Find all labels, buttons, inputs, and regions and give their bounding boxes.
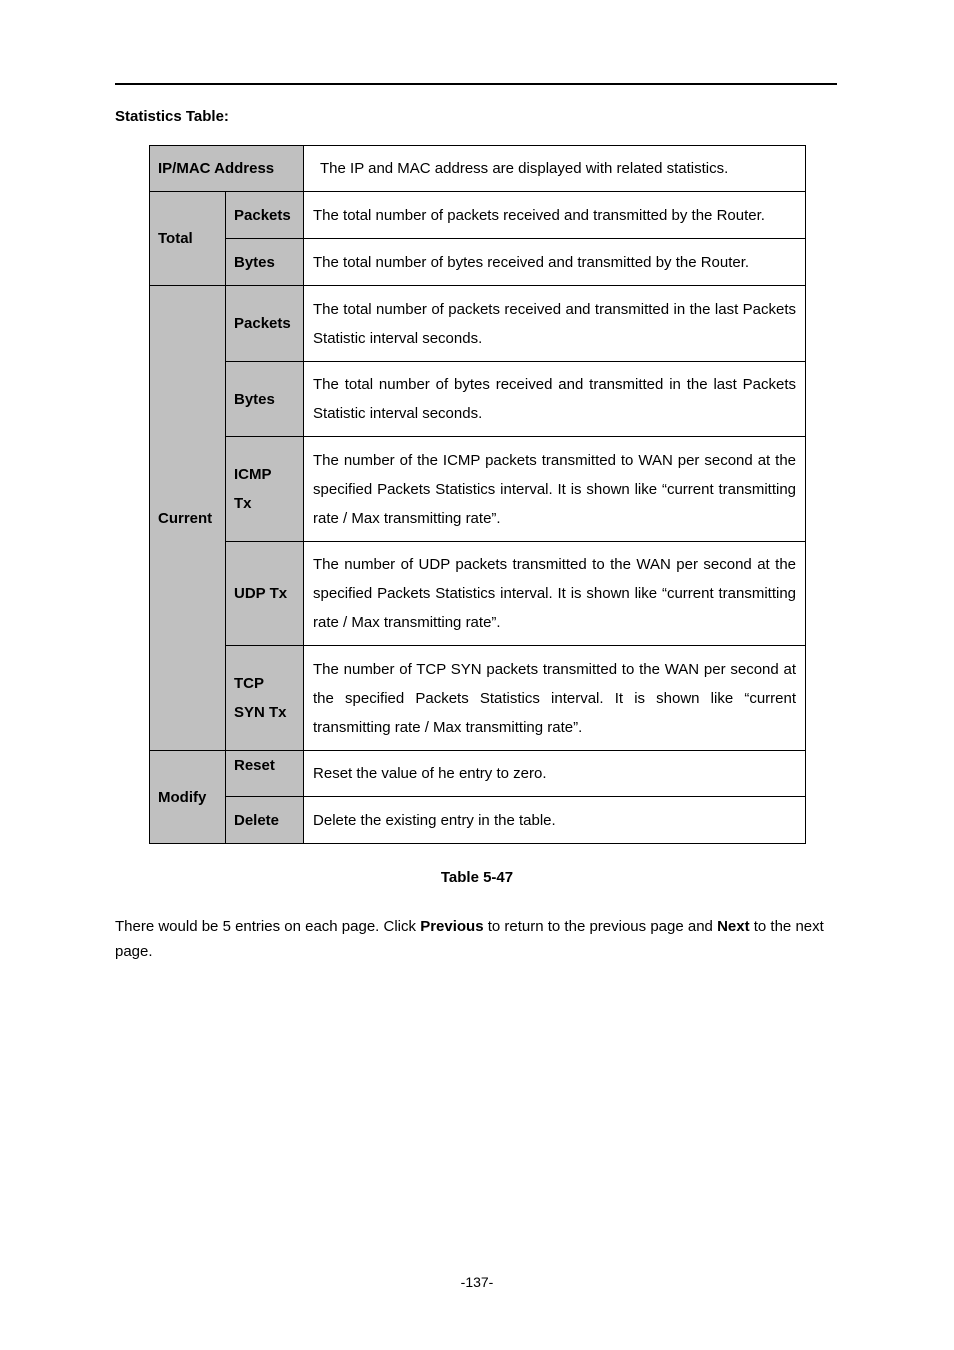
table-row bbox=[150, 362, 806, 437]
current-bytes-desc: The total number of bytes received and transmitted in the last Packets Statistic interval seconds. bbox=[304, 362, 806, 437]
table-row bbox=[150, 751, 806, 797]
current-icmp-label bbox=[226, 437, 304, 542]
current-icmp-desc: The number of the ICMP packets transmitted to WAN per second at the specified Packets Statistics interval. It is shown like “current transmitting rate / Max transmitting rate”. bbox=[304, 437, 806, 542]
top-rule bbox=[115, 83, 837, 85]
current-label: Current bbox=[150, 286, 226, 751]
ipmac-desc: The IP and MAC address are displayed with related statistics. bbox=[304, 146, 806, 192]
table-row bbox=[150, 797, 806, 844]
body-paragraph bbox=[115, 914, 840, 964]
para-text-1: There would be 5 entries on each page. Click bbox=[115, 918, 421, 935]
section-title: Statistics Table: bbox=[115, 108, 229, 125]
table-row bbox=[150, 192, 806, 239]
total-packets-label: Packets bbox=[226, 192, 304, 239]
current-bytes-label: Bytes bbox=[226, 362, 304, 437]
previous-term: Previous bbox=[420, 918, 484, 935]
modify-reset-desc: Reset the value of he entry to zero. bbox=[304, 751, 806, 797]
next-term: Next bbox=[717, 918, 750, 935]
modify-delete-label: Delete bbox=[226, 797, 304, 844]
table-row bbox=[150, 646, 806, 751]
table-caption: Table 5-47 bbox=[440, 869, 514, 886]
table-row bbox=[150, 146, 806, 192]
total-packets-desc: The total number of packets received and transmitted by the Router. bbox=[304, 192, 806, 239]
modify-reset-label: Reset bbox=[226, 751, 304, 797]
icmp-label-line1: ICMP bbox=[234, 466, 272, 483]
current-packets-label: Packets bbox=[226, 286, 304, 362]
modify-label: Modify bbox=[150, 751, 226, 844]
current-udp-label: UDP Tx bbox=[226, 542, 304, 646]
current-udp-desc: The number of UDP packets transmitted to the WAN per second at the specified Packets Statistics interval. It is shown like “current transmitting rate / Max transmitting rate”. bbox=[304, 542, 806, 646]
table-row bbox=[150, 437, 806, 542]
current-tcp-desc: The number of TCP SYN packets transmitted to the WAN per second at the specified Packets Statistics interval. It is shown like “current transmitting rate / Max transmitting rate”. bbox=[304, 646, 806, 751]
tcp-label-line1: TCP bbox=[234, 675, 264, 692]
current-tcp-label bbox=[226, 646, 304, 751]
page-number: -137- bbox=[460, 1274, 494, 1290]
tcp-label-line2: SYN Tx bbox=[234, 704, 287, 721]
total-label: Total bbox=[150, 192, 226, 286]
total-bytes-desc: The total number of bytes received and transmitted by the Router. bbox=[304, 239, 806, 286]
table-row bbox=[150, 286, 806, 362]
current-packets-desc: The total number of packets received and transmitted in the last Packets Statistic interval seconds. bbox=[304, 286, 806, 362]
total-bytes-label: Bytes bbox=[226, 239, 304, 286]
statistics-table bbox=[149, 145, 806, 844]
table-row bbox=[150, 239, 806, 286]
para-text-3: to the next page. bbox=[115, 918, 824, 960]
table-row bbox=[150, 542, 806, 646]
modify-delete-desc: Delete the existing entry in the table. bbox=[304, 797, 806, 844]
ipmac-label: IP/MAC Address bbox=[150, 146, 304, 192]
icmp-label-line2: Tx bbox=[234, 495, 252, 512]
para-text-2: to return to the previous page and bbox=[483, 918, 718, 935]
